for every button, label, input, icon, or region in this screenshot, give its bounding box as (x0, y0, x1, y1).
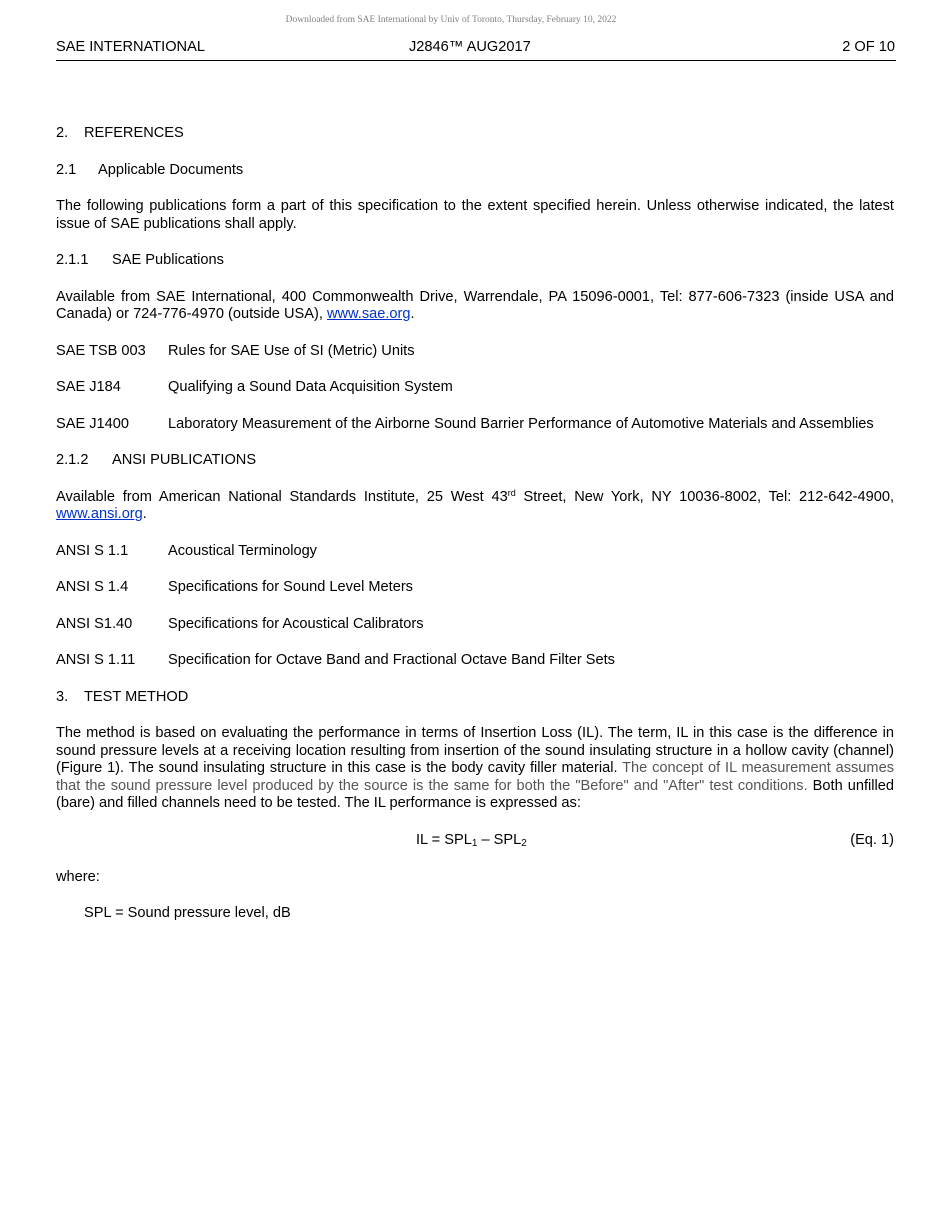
section-title: TEST METHOD (84, 688, 189, 705)
reference-code: ANSI S 1.1 (56, 542, 129, 559)
test-method-text-cont: Both unfilled (bare) and filled channels need to be tested. The IL performance is expressed as: (56, 777, 894, 811)
equation-1 (56, 832, 894, 850)
subscript-1: 1 (471, 837, 478, 849)
test-method-grey-text: The concept of IL measurement assumes that the sound pressure level produced by the source is the same for both the "Before" and "After" test conditions. (56, 760, 894, 794)
reference-code: SAE J184 (56, 379, 121, 395)
test-method-paragraph (56, 725, 894, 813)
subsection-number: 2.1 (56, 161, 77, 178)
reference-row-sae-j184 (56, 379, 894, 397)
reference-code: SAE TSB 003 (56, 342, 146, 359)
reference-row-ansi-s1-1 (56, 543, 894, 561)
reference-title: Specifications for Sound Level Meters (168, 579, 413, 595)
reference-row-ansi-s1-40 (56, 616, 894, 634)
reference-row-ansi-s1-11 (56, 652, 894, 670)
page-header (56, 38, 896, 61)
ansi-availability-text: Available from American National Standards Institute, 25 West 43 (56, 488, 508, 505)
section-title: REFERENCES (84, 125, 184, 141)
subsection-title: Applicable Documents (98, 161, 244, 178)
reference-title: Specification for Octave Band and Fractional Octave Band Filter Sets (168, 652, 615, 668)
reference-title: Rules for SAE Use of SI (Metric) Units (168, 342, 415, 359)
reference-code: ANSI S1.40 (56, 615, 133, 632)
sae-website-link[interactable]: www.sae.org (326, 306, 411, 322)
subsection-number: 2.1.1 (56, 252, 89, 268)
page-body (56, 125, 894, 923)
applicable-documents-paragraph: The following publications form a part of this specification to the extent specified herein. Unless otherwise indicated, the latest issue of SAE publications shall apply. (56, 198, 894, 232)
reference-title: Qualifying a Sound Data Acquisition System (168, 379, 453, 395)
equation-mid: – SPL (477, 831, 522, 848)
ordinal-suffix: rd (507, 487, 516, 498)
subsection-title: SAE Publications (112, 252, 224, 268)
equation-formula (416, 832, 527, 850)
section-heading-test-method (56, 689, 894, 707)
ansi-availability-text-cont: Street, New York, NY 10036-8002, Tel: 212-642-4900, (515, 488, 894, 505)
reference-title: Specifications for Acoustical Calibrators (168, 615, 424, 632)
reference-row-sae-tsb-003 (56, 343, 894, 361)
spl-definition: SPL = Sound pressure level, dB (84, 905, 291, 921)
reference-row-sae-j1400 (56, 416, 894, 434)
reference-title: Acoustical Terminology (168, 542, 317, 559)
section-number: 2. (56, 125, 69, 141)
section-heading-references (56, 125, 894, 143)
subsection-title: ANSI PUBLICATIONS (112, 452, 257, 468)
where-label: where: (56, 868, 100, 885)
subsection-heading-ansi-publications (56, 452, 894, 470)
subsection-number: 2.1.2 (56, 452, 89, 468)
reference-row-ansi-s1-4 (56, 579, 894, 597)
header-publisher: SAE INTERNATIONAL (56, 39, 205, 55)
punctuation: . (142, 506, 147, 522)
ansi-availability-paragraph (56, 489, 894, 524)
sae-availability-text: Available from SAE International, 400 Commonwealth Drive, Warrendale, PA 15096-0001, Tel: 877-606-7323 (inside USA and Canada) or 724-776-4970 (outside USA), (56, 288, 894, 322)
download-watermark: Downloaded from SAE International by Univ of Toronto, Thursday, February 10, 2022 (285, 15, 617, 25)
ansi-website-link[interactable]: www.ansi.org (56, 506, 143, 522)
reference-code: ANSI S 1.11 (56, 652, 136, 668)
equation-lhs: IL = SPL (416, 831, 472, 848)
subsection-heading-sae-publications (56, 252, 894, 270)
section-number: 3. (56, 688, 69, 705)
subscript-2: 2 (521, 837, 527, 849)
reference-code: SAE J1400 (56, 415, 130, 432)
punctuation: . (410, 306, 415, 322)
reference-code: ANSI S 1.4 (56, 579, 129, 595)
sae-availability-paragraph (56, 289, 894, 324)
test-method-text: The method is based on evaluating the performance in terms of Insertion Loss (IL). The term, IL in this case is the difference in sound pressure levels at a receiving location resulting from insertion of the sound insulating structure in a hollow cavity (channel) (Figure 1). The sound insulating structure in this case is the body cavity filler material. (56, 725, 894, 776)
reference-title: Laboratory Measurement of the Airborne Sound Barrier Performance of Automotive Materials and Assemblies (168, 415, 874, 432)
equation-label: (Eq. 1) (850, 831, 894, 848)
header-page-number: 2 OF 10 (842, 39, 895, 55)
subsection-heading-applicable-documents (56, 162, 894, 180)
header-document-id: J2846™ AUG2017 (409, 39, 531, 55)
